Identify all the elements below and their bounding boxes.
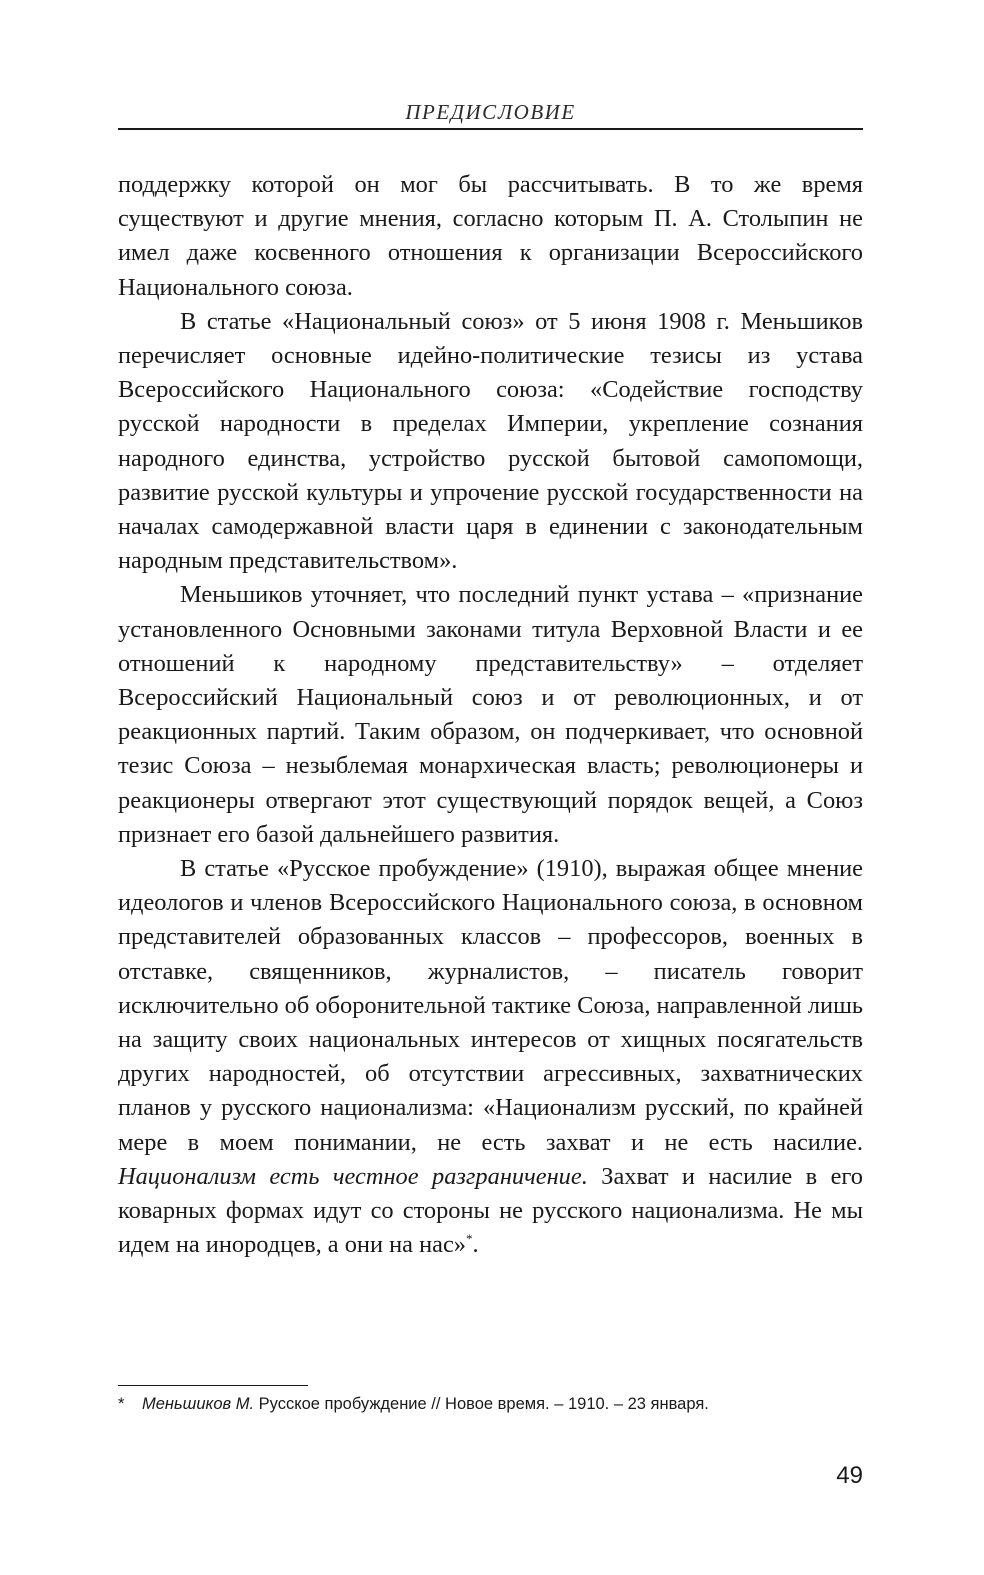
footnote-reference[interactable]: *: [465, 1231, 473, 1247]
footnote: [118, 1392, 863, 1416]
paragraph-4-start: В статье «Русское пробуждение» (1910), выражая общее мнение идеологов и членов Всероссийского Национального союза, в основном представителей образованных классов – профессоров, военных в отставке, священников, журналистов, – писатель говорит исключительно об оборонительной тактике Союза, направленной лишь на защиту своих национальных интересов от хищных посягательств других народностей, об отсутствии агрессивных, захватнических планов у русского национализма: «Национализм русский, по крайней мере в моем понимании, не есть захват и не есть насилие.: [118, 855, 863, 1156]
paragraph-3: Меньшиков уточняет, что последний пункт устава – «признание установленного Основными законами титула Верховной Власти и ее отношений к народному представительству» – отделяет Всероссийский Национальный союз и от революционных, и от реакционных партий. Таким образом, он подчеркивает, что основной тезис Союза – незыблемая монархическая власть; революционеры и реакционеры отвергают этот существующий порядок вещей, а Союз признает его базой дальнейшего развития.: [118, 581, 863, 848]
footnote-rule: [118, 1385, 308, 1386]
running-head: ПРЕДИСЛОВИЕ: [405, 100, 576, 124]
page-number: 49: [836, 1462, 863, 1489]
paragraph-4-italic: Национализм есть честное разграничение.: [118, 1162, 588, 1190]
paragraph-4-end: Захват и насилие в его коварных формах идут со стороны не русского национализма. Не мы идем на инородцев, а они на нас»: [118, 1162, 863, 1259]
body-text: [118, 168, 863, 1263]
paragraph-2: В статье «Национальный союз» от 5 июня 1908 г. Меньшиков перечисляет основные идейно-политические тезисы из устава Всероссийского Национального союза: «Содействие господству русской народности в пределах Империи, укрепление сознания народного единства, устройство русской бытовой самопомощи, развитие русской культуры и упрочение русской государственности на началах самодержавной власти царя в единении с законодательным народным представительством».: [118, 307, 863, 575]
header-rule: [118, 128, 863, 130]
footnote-author: Меньшиков М.: [142, 1395, 255, 1413]
paragraph-4-tail: .: [472, 1231, 479, 1259]
footnote-text: Русское пробуждение // Новое время. – 1910. – 23 января.: [254, 1395, 709, 1413]
paragraph-1: поддержку которой он мог бы рассчитывать. В то же время существуют и другие мнения, согласно которым П. А. Столыпин не имел даже косвенного отношения к организации Всероссийского Национального союза.: [118, 171, 863, 301]
book-page: [118, 0, 863, 1575]
paragraph-4: [118, 852, 863, 1262]
footnote-mark: *: [118, 1395, 125, 1413]
